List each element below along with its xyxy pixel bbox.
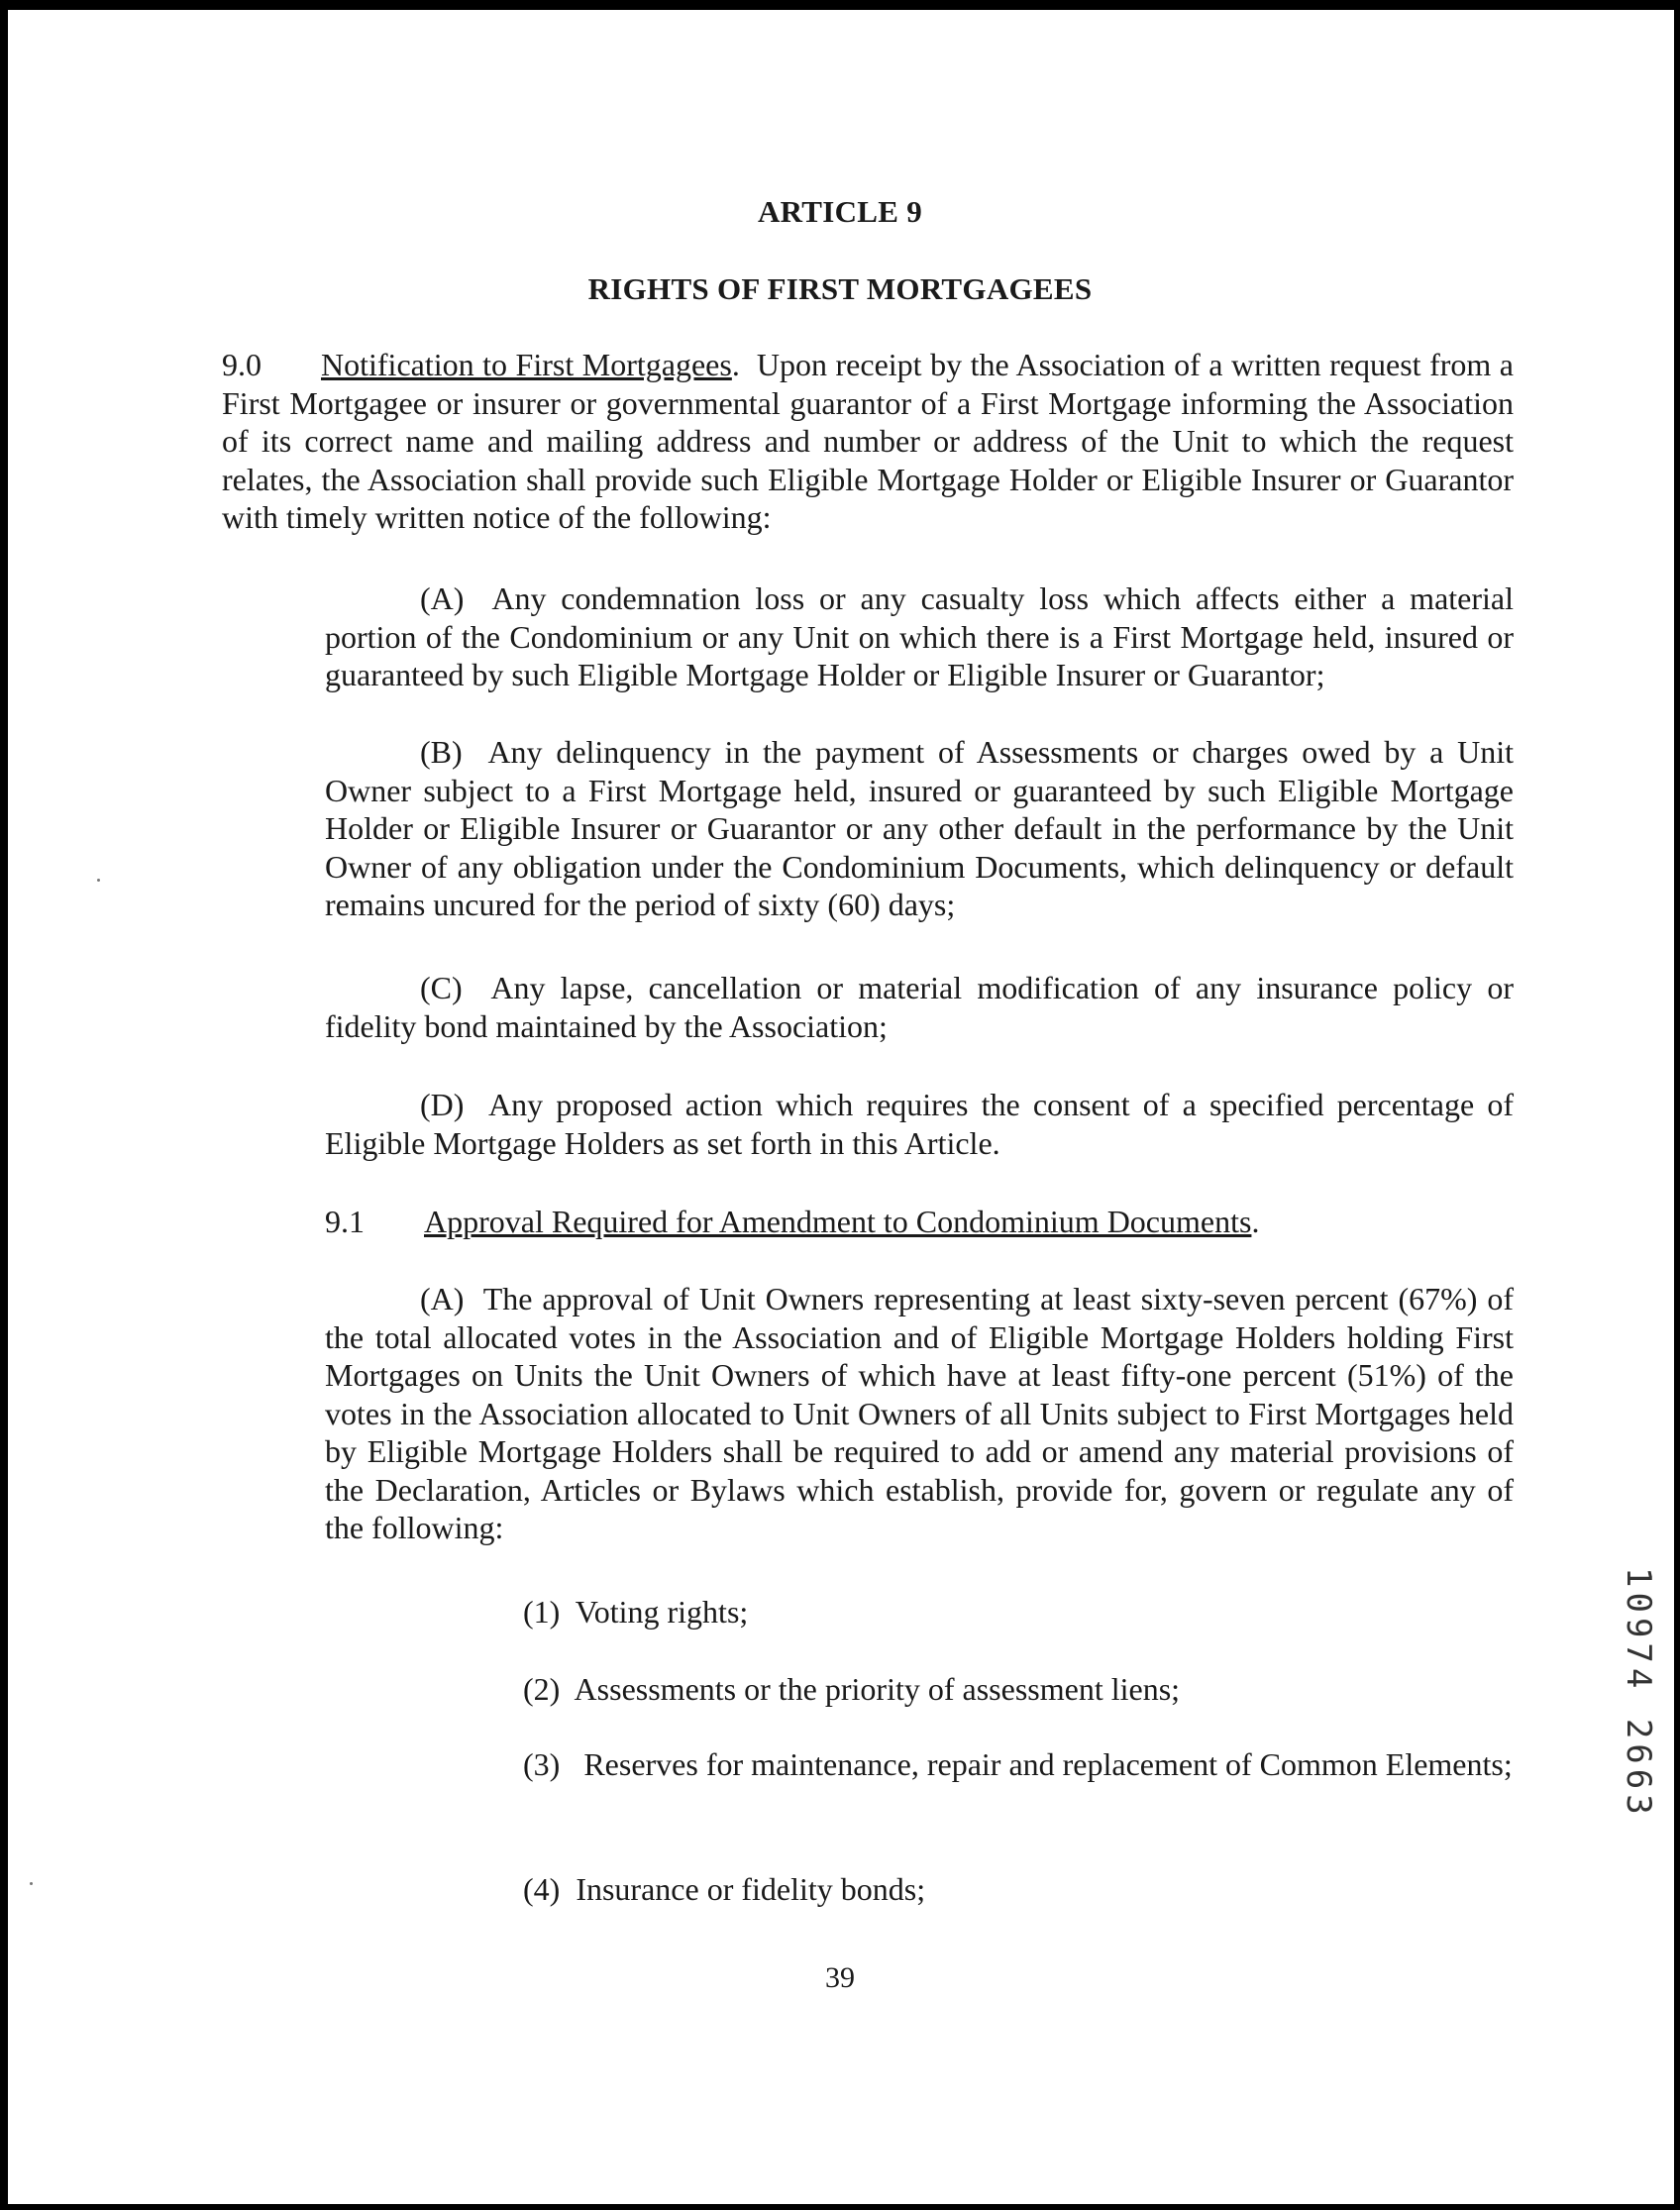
item-label: (2) xyxy=(523,1671,561,1707)
margin-stamp-text: 10974 2663 xyxy=(1619,1567,1658,1820)
item-text: Voting rights; xyxy=(575,1594,749,1630)
numbered-item xyxy=(523,1870,925,1909)
item-label: (A) xyxy=(420,1281,465,1316)
margin-stamp xyxy=(1619,1567,1658,1904)
item-label: (D) xyxy=(420,1087,465,1122)
item-text: Any delinquency in the payment of Assessments or charges owed by a Unit Owner subject to a First Mortgage held, insured or guaranteed by such Eligible Mortgage Holder or Eligible Insurer or Guarantor or any other default in the performance by the Unit Owner of any obligation under the Condominium Documents, which delinquency or default remains uncured for the period of sixty (60) days; xyxy=(325,734,1515,922)
item-label: (C) xyxy=(420,970,463,1005)
item-label: (3) xyxy=(523,1746,561,1782)
article-heading: ARTICLE 9 xyxy=(757,194,923,229)
section-9-1 xyxy=(325,1203,1514,1241)
section-paragraph xyxy=(325,1280,1514,1547)
numbered-item xyxy=(523,1593,748,1631)
item-text: Any lapse, cancellation or material modification of any insurance policy or fidelity bond maintained by the Association; xyxy=(325,970,1515,1044)
section-heading: Notification to First Mortgagees xyxy=(321,347,732,382)
item-label: (B) xyxy=(420,734,463,770)
scan-border-top xyxy=(0,0,1680,10)
scan-speck xyxy=(30,1882,33,1885)
item-label: (1) xyxy=(523,1594,561,1630)
item-text: The approval of Unit Owners representing at least sixty-seven percent (67%) of the total allocated votes in the Association and of Eligible Mortgage Holders holding First Mortgages on Units the Unit Owners of which have at least fifty-one percent (51%) of the votes in the Association allocated to Unit Owners of all Units subject to First Mortgages held by Eligible Mortgage Holders shall be required to add or amend any material provisions of the Declaration, Articles or Bylaws which establish, provide for, govern or regulate any of the following: xyxy=(325,1281,1515,1545)
list-item xyxy=(325,1086,1514,1162)
section-number: 9.0 xyxy=(222,347,262,382)
section-text: Upon receipt by the Association of a written request from a First Mortgagee or insurer or governmental guarantor of a First Mortgage informing the Association of its correct name and mailing address and number or address of the Unit to which the request relates, the Association shall provide such Eligible Mortgage Holder or Eligible Insurer or Guarantor with timely written notice of the following: xyxy=(222,347,1515,535)
item-text: Insurance or fidelity bonds; xyxy=(576,1871,926,1907)
list-item xyxy=(325,579,1514,694)
scan-border-bottom xyxy=(0,2204,1680,2210)
scan-border-left xyxy=(0,0,8,2210)
numbered-item xyxy=(426,1745,1516,1784)
article-title: RIGHTS OF FIRST MORTGAGEES xyxy=(587,271,1093,306)
section-heading: Approval Required for Amendment to Condominium Documents xyxy=(424,1204,1252,1239)
list-item xyxy=(325,969,1514,1045)
scan-speck xyxy=(97,879,100,882)
item-text: Assessments or the priority of assessment liens; xyxy=(574,1671,1181,1707)
item-text: Any proposed action which requires the consent of a specified percentage of Eligible Mortgage Holders as set forth in this Article. xyxy=(325,1087,1515,1161)
section-9-0 xyxy=(222,346,1514,537)
page-number: 39 xyxy=(825,1961,855,1994)
section-number: 9.1 xyxy=(325,1204,365,1239)
item-label: (4) xyxy=(523,1871,561,1907)
numbered-item xyxy=(523,1670,1180,1709)
item-label: (A) xyxy=(420,580,465,616)
scan-border-right xyxy=(1674,0,1680,2210)
item-text: Reserves for maintenance, repair and replacement of Common Elements; xyxy=(583,1746,1513,1782)
item-text: Any condemnation loss or any casualty loss which affects either a material portion of the Condominium or any Unit on which there is a First Mortgage held, insured or guaranteed by such Eligible Mortgage Holder or Eligible Insurer or Guarantor; xyxy=(325,580,1515,692)
list-item xyxy=(325,733,1514,924)
section-heading-punct: . xyxy=(1251,1204,1260,1239)
section-heading-punct: . xyxy=(731,347,740,382)
